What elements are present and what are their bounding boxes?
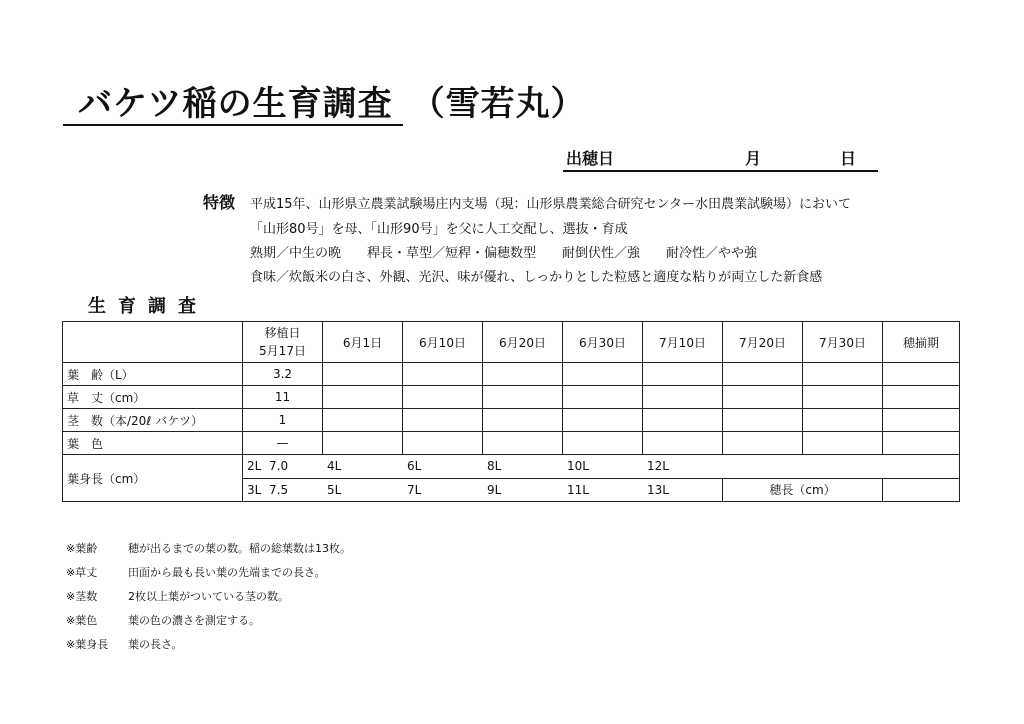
note-text: 葉の長さ。 — [128, 638, 183, 651]
heading-date-underline — [563, 170, 878, 172]
header-cell: 7月30日 — [803, 322, 883, 363]
leaf-label: 5L — [327, 482, 342, 497]
table-row — [63, 432, 960, 455]
table-cell[interactable] — [883, 409, 960, 432]
heading-date-day: 日 — [840, 149, 857, 168]
note-item — [66, 540, 351, 556]
leaf-length-label: 葉身長（cm） — [63, 455, 243, 502]
note-key: ※葉色 — [66, 614, 98, 627]
table-cell[interactable] — [883, 363, 960, 386]
note-key: ※葉身長 — [66, 638, 109, 651]
header-cell: 移植日 5月17日 — [243, 322, 323, 363]
table-cell[interactable] — [323, 363, 403, 386]
feature-line: 「山形80号」を母、「山形90号」を父に人工交配し、選抜・育成 — [250, 222, 628, 237]
header-cell: 穂揃期 — [883, 322, 960, 363]
table-cell[interactable] — [403, 363, 483, 386]
leaf-label: 12L — [647, 459, 669, 474]
table-cell[interactable] — [563, 363, 643, 386]
leaf-label: 3L — [247, 482, 262, 497]
row-label: 葉 色 — [63, 432, 243, 455]
header-cell: 7月10日 — [643, 322, 723, 363]
table-row — [63, 386, 960, 409]
table-row — [63, 363, 960, 386]
section-title: 生育調査 — [88, 296, 208, 317]
table-cell[interactable]: 3.2 — [243, 363, 323, 386]
table-cell[interactable] — [803, 432, 883, 455]
note-item — [66, 636, 183, 652]
leaf-label: 7L — [407, 482, 422, 497]
table-cell[interactable] — [323, 432, 403, 455]
leaf-label: 9L — [487, 482, 502, 497]
leaf-value: 7.0 — [269, 459, 289, 474]
table-cell[interactable]: — — [243, 432, 323, 455]
table-cell[interactable] — [723, 363, 803, 386]
header-cell: 6月30日 — [563, 322, 643, 363]
table-cell[interactable] — [563, 432, 643, 455]
table-cell[interactable] — [723, 409, 803, 432]
table-cell[interactable] — [403, 386, 483, 409]
heading-date-month: 月 — [745, 149, 762, 168]
feature-line: 平成15年、山形県立農業試験場庄内支場（現：山形県農業総合研究センター水田農業試験場）において — [250, 197, 852, 212]
leaf-length-row-1 — [63, 455, 960, 479]
note-item — [66, 588, 289, 604]
table-cell[interactable] — [403, 409, 483, 432]
header-cell: 6月20日 — [483, 322, 563, 363]
row-label: 茎 数（本/20ℓ バケツ） — [63, 409, 243, 432]
ear-length-label: 穂長（cm） — [723, 478, 883, 502]
leaf-length-values-2[interactable] — [243, 478, 723, 502]
table-cell[interactable] — [483, 409, 563, 432]
table-cell[interactable] — [483, 363, 563, 386]
feature-line: 食味／炊飯米の白さ、外観、光沢、味が優れ、しっかりとした粒感と適度な粘りが両立した新食感 — [250, 270, 823, 285]
table-cell[interactable] — [883, 432, 960, 455]
note-key: ※茎数 — [66, 590, 98, 603]
leaf-label: 2L — [247, 459, 262, 474]
table-cell[interactable] — [563, 409, 643, 432]
table-header-row — [63, 322, 960, 363]
feature-line: 熟期／中生の晩 稈長・草型／短稈・偏穂数型 耐倒伏性／強 耐冷性／やや強 — [250, 246, 758, 261]
heading-date-label: 出穂日 — [566, 149, 615, 168]
page-title: バケツ稲の生育調査 （雪若丸） — [78, 84, 586, 124]
leaf-label: 13L — [647, 482, 669, 497]
table-cell[interactable] — [483, 386, 563, 409]
header-cell: 7月20日 — [723, 322, 803, 363]
features-label: 特徴 — [203, 193, 236, 212]
table-cell[interactable] — [723, 432, 803, 455]
table-cell[interactable] — [803, 409, 883, 432]
note-item — [66, 612, 260, 628]
table-row — [63, 409, 960, 432]
table-cell[interactable] — [483, 432, 563, 455]
table-cell[interactable] — [643, 432, 723, 455]
note-text: 田面から最も長い葉の先端までの長さ。 — [128, 566, 326, 579]
leaf-length-blank — [723, 455, 960, 479]
ear-length-cell[interactable] — [883, 478, 960, 502]
note-text: 葉の色の濃さを測定する。 — [128, 614, 260, 627]
leaf-length-values-1[interactable] — [243, 455, 723, 479]
row-label: 葉 齢（L） — [63, 363, 243, 386]
table-cell[interactable] — [883, 386, 960, 409]
title-underline — [63, 124, 403, 126]
table-cell[interactable] — [403, 432, 483, 455]
header-corner — [63, 322, 243, 363]
note-key: ※草丈 — [66, 566, 98, 579]
row-label: 草 丈（cm） — [63, 386, 243, 409]
table-cell[interactable] — [643, 409, 723, 432]
table-cell[interactable]: 11 — [243, 386, 323, 409]
leaf-label: 8L — [487, 459, 502, 474]
table-cell[interactable] — [563, 386, 643, 409]
note-key: ※葉齢 — [66, 542, 98, 555]
leaf-label: 10L — [567, 459, 589, 474]
table-cell[interactable] — [803, 386, 883, 409]
table-cell[interactable]: 1 — [243, 409, 323, 432]
table-cell[interactable] — [643, 363, 723, 386]
table-cell[interactable] — [803, 363, 883, 386]
leaf-label: 11L — [567, 482, 589, 497]
header-cell: 6月1日 — [323, 322, 403, 363]
table-cell[interactable] — [323, 409, 403, 432]
note-text: 2枚以上葉がついている茎の数。 — [128, 590, 289, 603]
header-cell: 6月10日 — [403, 322, 483, 363]
growth-survey-table — [62, 321, 960, 502]
leaf-label: 6L — [407, 459, 422, 474]
table-cell[interactable] — [323, 386, 403, 409]
note-text: 穂が出るまでの葉の数。稲の総葉数は13枚。 — [128, 542, 351, 555]
leaf-value: 7.5 — [269, 482, 289, 497]
table-cell[interactable] — [723, 386, 803, 409]
leaf-label: 4L — [327, 459, 342, 474]
note-item — [66, 564, 326, 580]
table-cell[interactable] — [643, 386, 723, 409]
